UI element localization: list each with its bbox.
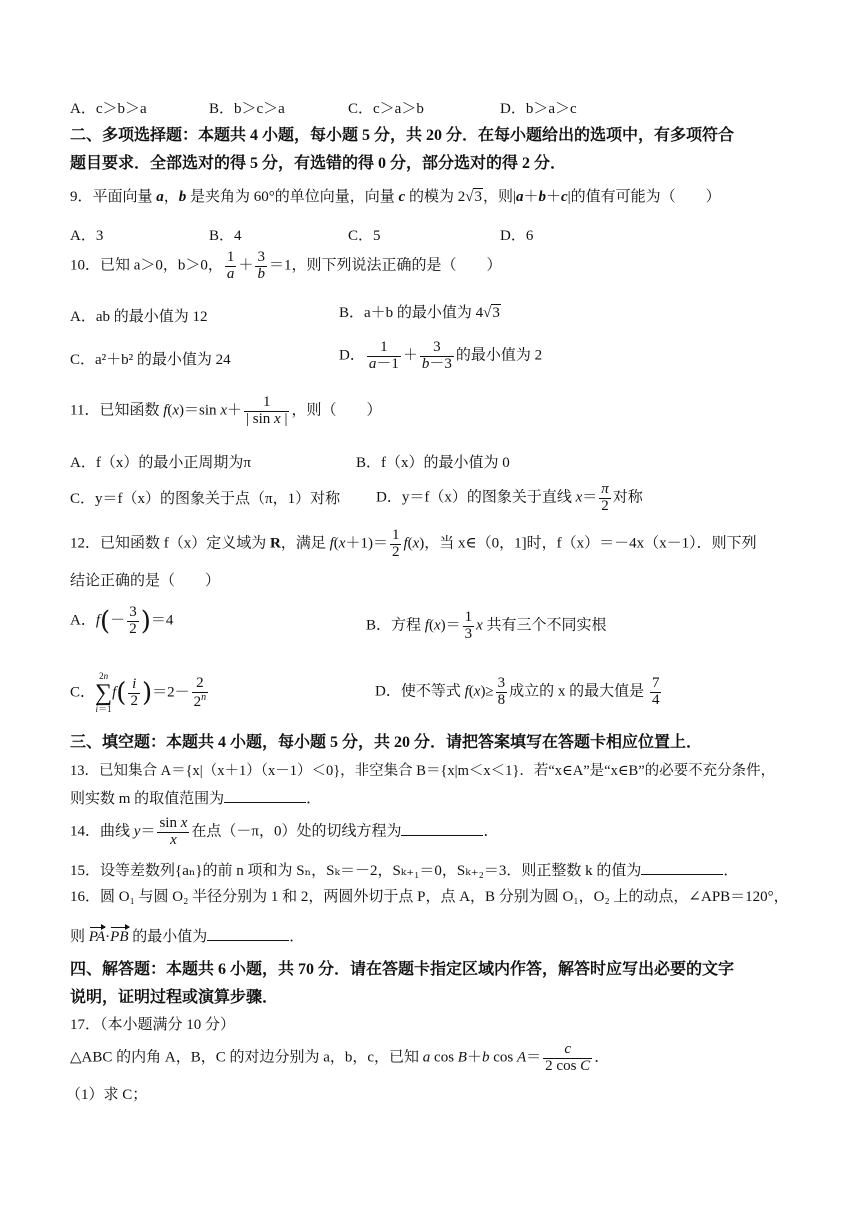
section-fill-header: 三、填空题：本题共 4 小题，每小题 5 分，共 20 分．请把答案填写在答题卡相应位置上． [70,734,703,751]
q15-answer-blank [641,862,723,875]
q16-answer-blank [207,928,289,941]
q12-option-a: A．f(－ $\frac{3}{2}$ )＝4 [70,604,174,637]
q14-answer-blank [401,823,483,836]
q10-option-d: D． $\frac{1}{a-1}$ ＋ $\frac{3}{b-3}$ 的最小值为 2 [339,339,543,372]
section-solve-header: 四、解答题：本题共 6 小题，共 70 分．请在答题卡指定区域内作答，解答时应写出必要的文字 [70,961,735,978]
q10-option-a: A．ab 的最小值为 12 [70,309,208,325]
q11-stem: 11．已知函数 f(x)＝sin x＋ $\frac{1}{\text{| sin x |}}$ ，则（ ） [70,394,382,427]
q17-header: 17．（本小题满分 10 分） [70,1017,236,1033]
q13-answer-blank [224,790,306,803]
q12-stem: 12．已知函数 f（x）定义域为 R，满足 f(x＋1)＝ $\frac{1}{2}$ f(x)，当 x∈（0，1]时，f（x）＝－4x（x－1）．则下列 [70,527,757,560]
q12-option-b: B．方程 f(x)＝ $\frac{1}{3}$ x 共有三个不同实根 [366,609,607,642]
q9-option-a: A．3 [70,228,104,244]
q11-option-b: B．f（x）的最小值为 0 [356,455,510,471]
q8-option-b: B．b＞c＞a [209,101,285,117]
q16-line2: 则 PA·PB 的最小值为 ． [70,929,305,945]
q11-option-a: A．f（x）的最小正周期为π [70,455,251,471]
q10-option-c: C．a²＋b² 的最小值为 24 [70,352,231,368]
q9-option-b: B．4 [209,228,242,244]
q8-option-c: C．c＞a＞b [348,101,424,117]
q8-option-d: D．b＞a＞c [500,101,577,117]
q14: 14．曲线 y＝ $\frac{\text{sin x}}{x}$ 在点（－π，0）处的切线方程为 ． [70,815,499,848]
q11-option-d: D．y＝f（x）的图象关于直线 x＝ $\frac{\pi}{2}$ 对称 [376,481,643,514]
q16-line1: 16．圆 O₁ 与圆 O₂ 半径分别为 1 和 2，两圆外切于点 P，点 A，B 分别为圆 O₁，O₂ 上的动点，∠APB＝120°， [70,889,789,905]
q13-line1: 13．已知集合 A＝{x|（x＋1）（x－1）＜0}，非空集合 B＝{x|m＜x＜1}．若“x∈A”是“x∈B”的必要不充分条件， [70,763,776,779]
q17-stem: △ABC 的内角 A，B，C 的对边分别为 a，b，c，已知 a cos B＋b cos A＝ $\frac{c}{\text{2 cos C}}$ ． [70,1041,610,1074]
q12-stem-cont: 结论正确的是（ ） [70,573,221,589]
q10-option-b: B．a＋b 的最小值为 4√3 [339,305,500,321]
q9-option-c: C．5 [348,228,381,244]
q11-option-c: C．y＝f（x）的图象关于点（π，1）对称 [70,491,341,507]
q9-option-d: D．6 [500,228,534,244]
q12-option-d: D．使不等式 f(x)≥ $\frac{3}{8}$ 成立的 x 的最大值是 $\frac{7}{4}$ [375,675,660,708]
q15: 15．设等差数列{aₙ}的前 n 项和为 Sₙ，Sₖ＝－2，Sₖ₊₁＝0，Sₖ₊₂＝3．则正整数 k 的值为 ． [70,863,739,879]
section-multi-choice-header-cont: 题目要求．全部选对的得 5 分，有选错的得 0 分，部分选对的得 2 分． [70,155,567,172]
q10-stem: 10．已知 a＞0，b＞0， $\frac{1}{a}$ ＋ $\frac{3}{b}$ ＝1，则下列说法正确的是（ ） [70,249,502,282]
q13-line2: 则实数 m 的取值范围为 ． [70,791,322,807]
section-multi-choice-header: 二、多项选择题：本题共 4 小题，每小题 5 分，共 20 分．在每小题给出的选项中，有多项符合 [70,127,735,144]
q9-stem: 9．平面向量 a，b 是夹角为 60°的单位向量，向量 c 的模为 2√3，则|a＋b＋c|的值有可能为（ ） [70,189,721,205]
q12-option-c: C． 2n ∑ i＝1 f( $\frac{i}{2}$ )＝2－ $\frac{2}{2^n}$ [70,671,207,714]
q17-part1: （1）求 C； [66,1087,148,1103]
section-solve-header-cont: 说明，证明过程或演算步骤． [70,989,279,1006]
q8-option-a: A．c＞b＞a [70,101,147,117]
